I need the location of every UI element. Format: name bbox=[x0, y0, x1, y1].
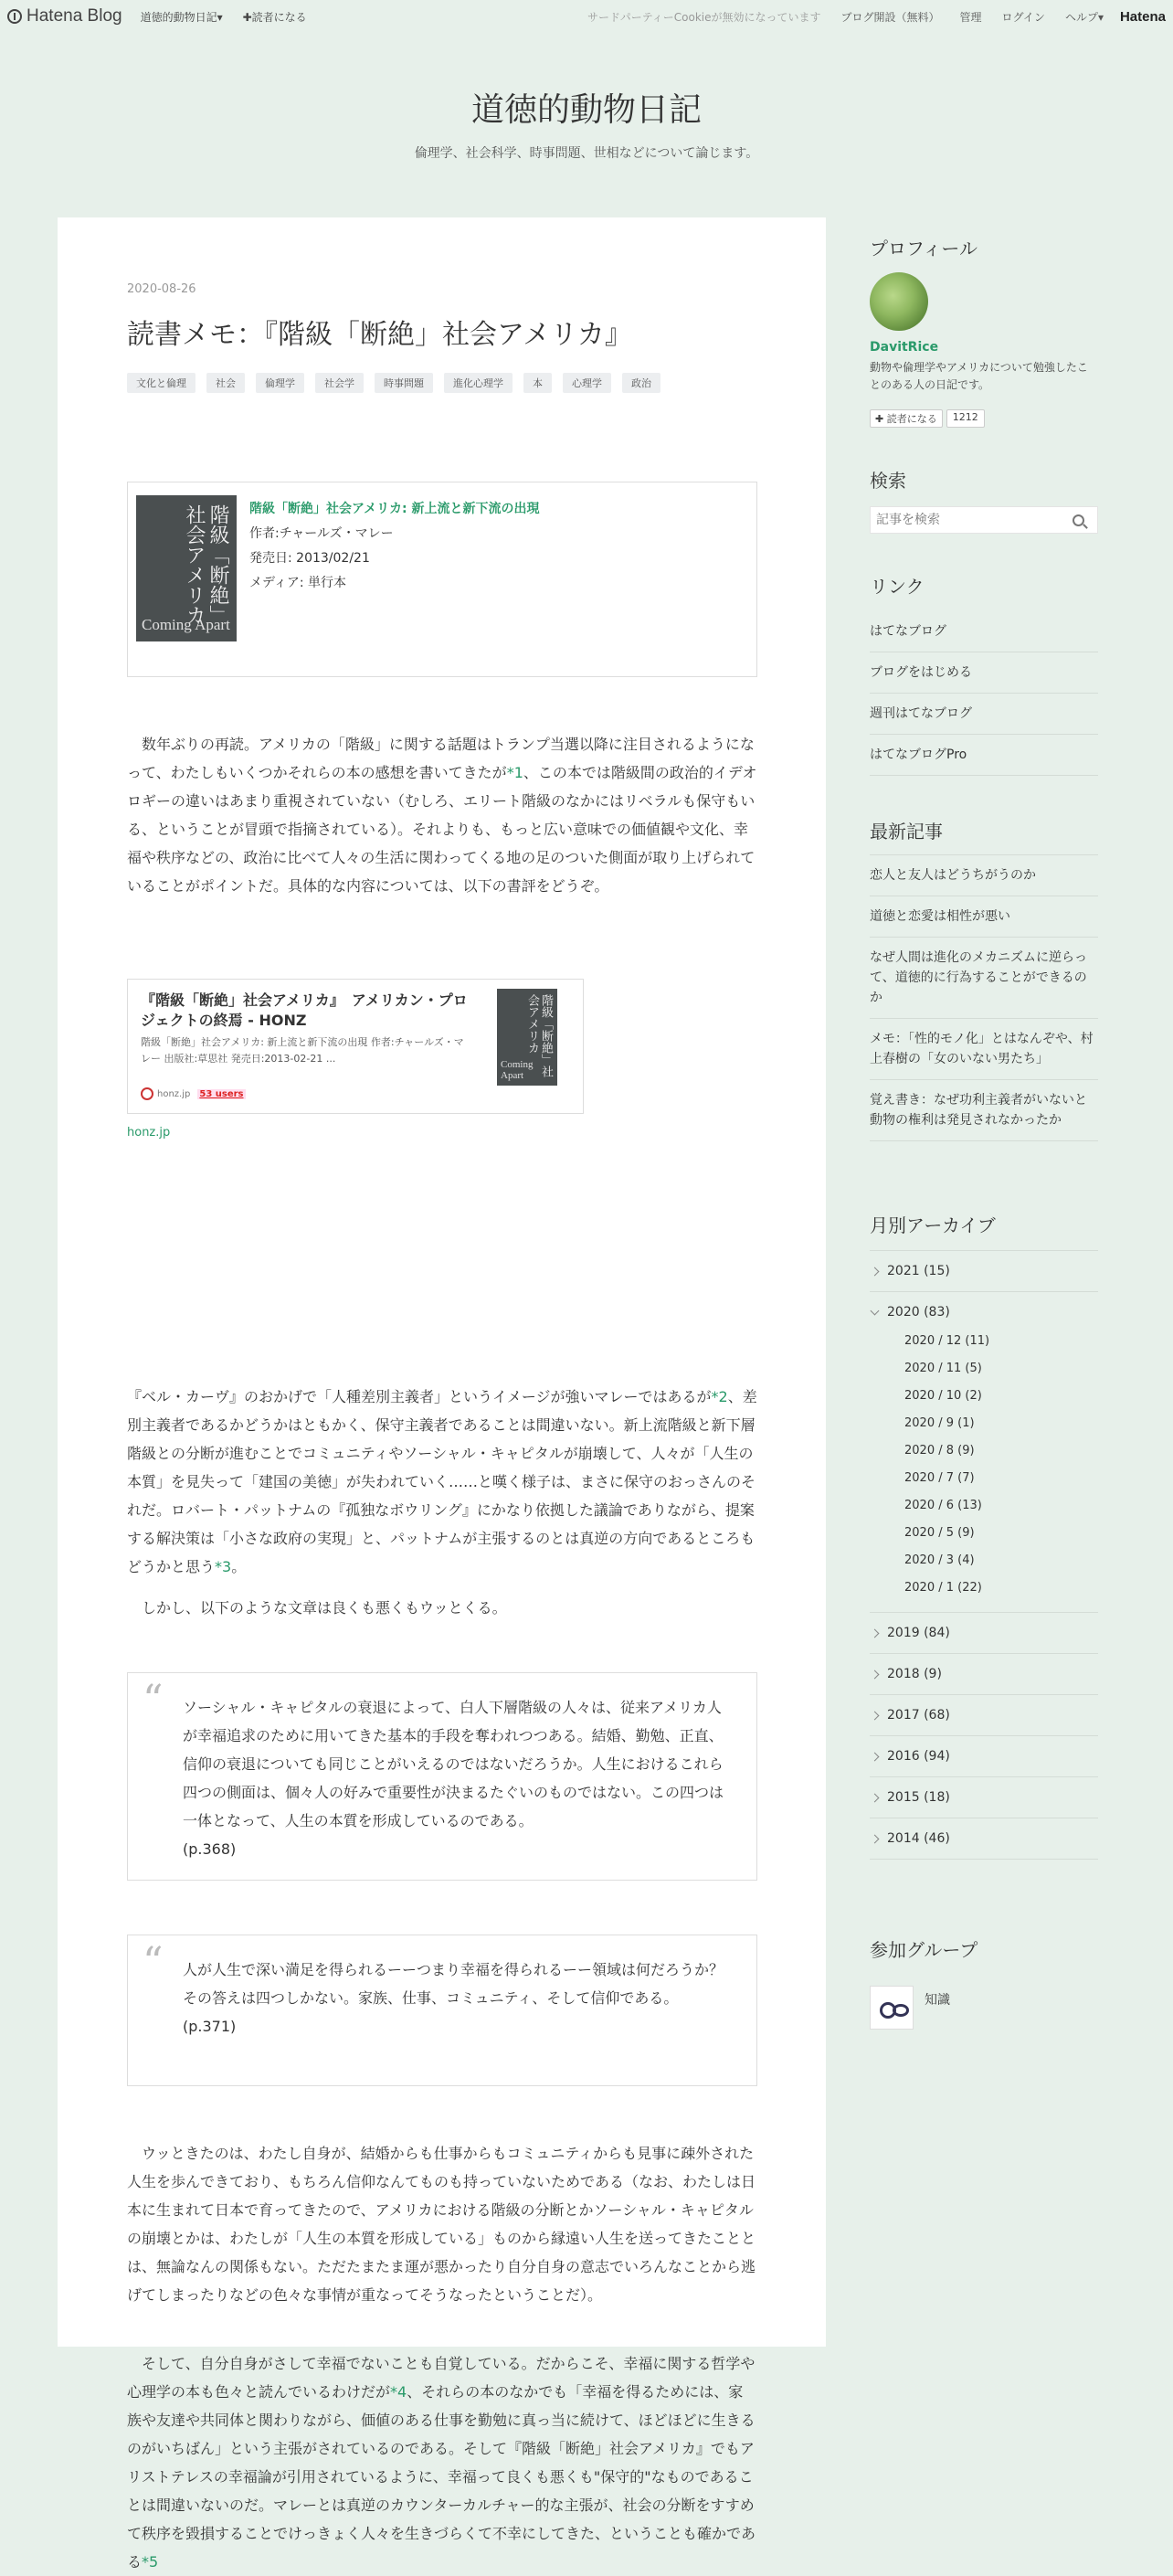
help-menu[interactable]: ヘルプ▾ bbox=[1064, 10, 1104, 24]
archive-year[interactable]: 2019 (84) bbox=[870, 1613, 1098, 1654]
archive-month[interactable]: 2020 / 7 (7) bbox=[904, 1471, 975, 1485]
sidebar-link[interactable]: ブログをはじめる bbox=[870, 652, 1098, 694]
search-input[interactable] bbox=[871, 513, 1067, 527]
article-date[interactable]: 2020-08-26 bbox=[127, 282, 196, 296]
link-card-title[interactable]: 『階級「断絶」社会アメリカ』 アメリカン・プロジェクトの終焉 - HONZ bbox=[141, 991, 468, 1029]
global-header bbox=[0, 0, 1173, 33]
recent-article-link[interactable]: 恋人と友人はどうちがうのか bbox=[870, 854, 1098, 896]
archive-month[interactable]: 2020 / 6 (13) bbox=[904, 1499, 982, 1512]
archive-year[interactable]: 2015 (18) bbox=[870, 1777, 1098, 1818]
footnote-link[interactable]: *1 bbox=[506, 764, 523, 781]
group-name[interactable]: 知識 bbox=[925, 1993, 950, 2008]
paragraph: 『ベル・カーヴ』のおかげで「人種差別主義者」というイメージが強いマレーではあるが*2、差別主義者であるかどうかはともかく、保守主義者であることは間違いない。新上流階級と新下層階級との分断が進むことでコミュニティやソーシャル・キャピタルが崩壊して、人々が「人生の本質」を見失って「建国の美徳」が失われていく……と嘆く様子は、まさに保守のおっさんのそれだ。ロバート・パットナムの『孤独なボウリング』にかなり依拠した議論でありながら、提案する解決策は「小さな政府の実現」と、パットナムが主張するのとは真逆の方向であるところもどうかと思う*3。 bbox=[127, 1388, 757, 1575]
category-tag[interactable]: 文化と倫理 bbox=[127, 373, 196, 393]
blockquote: “ 人が人生で深い満足を得られるーーつまり幸福を得られるーー領域は何だろうか？その答えは四つしかない。家族、仕事、コミュニティ、そして信仰である。 (p.371) bbox=[127, 1935, 757, 2086]
book-cover-image[interactable]: 階級「断絶」社会アメリカ Coming Apart bbox=[136, 495, 237, 641]
sidebar-link[interactable]: 週刊はてなブログ bbox=[870, 694, 1098, 735]
archive-month[interactable]: 2020 / 5 (9) bbox=[904, 1526, 975, 1540]
archive-month[interactable]: 2020 / 9 (1) bbox=[904, 1416, 975, 1430]
category-tag[interactable]: 政治 bbox=[622, 373, 660, 393]
chevron-right-icon[interactable] bbox=[871, 1628, 880, 1638]
blog-description: 倫理学、社会科学、時事問題、世相などについて論じます。 bbox=[414, 146, 759, 161]
paragraph: しかし、以下のような文章は良くも悪くもウッとくる。 bbox=[127, 1599, 507, 1617]
chevron-right-icon[interactable] bbox=[871, 1834, 880, 1843]
link-card-honz[interactable] bbox=[127, 979, 584, 1114]
group-item[interactable] bbox=[870, 1986, 950, 2030]
search-icon[interactable] bbox=[1073, 514, 1084, 526]
profile-name[interactable]: DavitRice bbox=[870, 340, 939, 355]
amazon-product-box bbox=[127, 482, 757, 677]
amazon-release-date: 発売日: 2013/02/21 bbox=[249, 551, 370, 566]
recent-article-link[interactable]: なぜ人間は進化のメカニズムに逆らって、道徳的に行為することができるのか bbox=[870, 938, 1098, 1019]
footnote-link[interactable]: *4 bbox=[390, 2383, 407, 2401]
bookmark-users-badge[interactable]: 53 users bbox=[199, 1088, 244, 1099]
blog-menu-link[interactable]: 道徳的動物日記▾ bbox=[140, 10, 223, 24]
recent-article-link[interactable]: 道徳と恋愛は相性が悪い bbox=[870, 896, 1098, 938]
archive-year[interactable]: 2016 (94) bbox=[870, 1736, 1098, 1777]
glasses-icon[interactable] bbox=[870, 1986, 914, 2030]
search-heading: 検索 bbox=[870, 470, 906, 492]
avatar[interactable] bbox=[870, 272, 928, 331]
category-tag[interactable]: 本 bbox=[523, 373, 552, 393]
footnote-link[interactable]: *2 bbox=[711, 1388, 728, 1405]
groups-heading: 参加グループ bbox=[870, 1939, 978, 1961]
chevron-right-icon[interactable] bbox=[871, 1752, 880, 1761]
links-heading: リンク bbox=[870, 576, 925, 598]
archive-month[interactable]: 2020 / 3 (4) bbox=[904, 1553, 975, 1567]
chevron-right-icon[interactable] bbox=[871, 1711, 880, 1720]
profile-heading: プロフィール bbox=[870, 238, 978, 260]
hatena-logo[interactable]: Hatena bbox=[1119, 8, 1166, 25]
search-box bbox=[870, 506, 1098, 534]
link-card-description: 階級「断絶」社会アメリカ: 新上流と新下流の出現 作者:チャールズ・マレー 出版社:草思社 発売日:2013-02-21 ... bbox=[141, 1036, 464, 1065]
cookie-notice[interactable]: サードパーティーCookieが無効になっています bbox=[586, 10, 821, 24]
amazon-media: メディア: 単行本 bbox=[249, 576, 347, 590]
honz-link[interactable]: honz.jp bbox=[127, 1126, 171, 1140]
login-link[interactable]: ログイン bbox=[1001, 10, 1045, 24]
hatena-logo-icon bbox=[7, 9, 22, 24]
subscriber-count[interactable]: 1212 bbox=[946, 409, 985, 428]
article-title[interactable]: 読書メモ：『階級「断絶」社会アメリカ』 bbox=[127, 319, 632, 351]
hatena-blog-logo[interactable]: Hatena Blog bbox=[7, 0, 122, 33]
recent-heading: 最新記事 bbox=[870, 821, 943, 843]
archive-month[interactable]: 2020 / 8 (9) bbox=[904, 1444, 975, 1458]
links-list bbox=[870, 611, 1098, 776]
quote-mark-icon: “ bbox=[143, 1939, 164, 1986]
sidebar-link[interactable]: はてなブログ bbox=[870, 611, 1098, 652]
subscribe-button[interactable]: ✚ 読者になる bbox=[870, 409, 943, 428]
archive-heading: 月別アーカイブ bbox=[870, 1214, 996, 1236]
category-list bbox=[127, 373, 660, 393]
paragraph: 数年ぶりの再読。アメリカの「階級」に関する話題はトランプ当選以降に注目されるようになって、わたしもいくつかそれらの本の感想を書いてきたが*1、この本では階級間の政治的イデオロギーの違いはあまり重視されていない（むしろ、エリート階級のなかにはリベラルも保守もいる、ということが冒頭で指摘されている）。それよりも、もっと広い意味での価値観や文化、幸福や秩序などの、政治に比べて人々の生活に関わってくる地の足のついた側面が取り上げられていることがポイントだ。具体的な内容については、以下の書評をどうぞ。 bbox=[127, 736, 757, 895]
archive-list bbox=[870, 1250, 1098, 1860]
category-tag[interactable]: 心理学 bbox=[563, 373, 611, 393]
honz-favicon-icon bbox=[141, 1087, 153, 1100]
archive-year[interactable]: 2018 (9) bbox=[870, 1654, 1098, 1695]
category-tag[interactable]: 倫理学 bbox=[256, 373, 304, 393]
subscribe-link[interactable]: ✚読者になる bbox=[242, 10, 307, 24]
footnote-link[interactable]: *3 bbox=[215, 1558, 232, 1575]
footnote-link[interactable]: *5 bbox=[142, 2553, 159, 2571]
link-card-thumbnail: 階級「断絶」社会アメリカ Coming Apart bbox=[497, 989, 557, 1086]
article-panel bbox=[58, 217, 826, 2571]
chevron-right-icon[interactable] bbox=[871, 1670, 880, 1679]
amazon-author: 作者:チャールズ・マレー bbox=[249, 526, 394, 541]
chevron-right-icon[interactable] bbox=[871, 1793, 880, 1802]
archive-month[interactable]: 2020 / 11 (5) bbox=[904, 1362, 982, 1375]
blog-title[interactable]: 道徳的動物日記 bbox=[470, 91, 702, 129]
recent-article-link[interactable]: メモ：「性的モノ化」とはなんぞや、村上春樹の「女のいない男たち」 bbox=[870, 1019, 1098, 1080]
profile-description: 動物や倫理学やアメリカについて勉強したことのある人の日記です。 bbox=[870, 361, 1088, 391]
manage-link[interactable]: 管理 bbox=[959, 10, 982, 24]
sidebar-link[interactable]: はてなブログPro bbox=[870, 735, 1098, 776]
category-tag[interactable]: 社会学 bbox=[315, 373, 364, 393]
chevron-right-icon[interactable] bbox=[871, 1267, 880, 1276]
archive-year[interactable]: 2021 (15) bbox=[870, 1250, 1098, 1292]
chevron-down-icon[interactable] bbox=[871, 1306, 880, 1315]
category-tag[interactable]: 進化心理学 bbox=[444, 373, 513, 393]
quote-mark-icon: “ bbox=[143, 1677, 164, 1723]
archive-month[interactable]: 2020 / 10 (2) bbox=[904, 1389, 982, 1403]
category-tag[interactable]: 時事問題 bbox=[375, 373, 433, 393]
blockquote: “ ソーシャル・キャピタルの衰退によって、白人下層階級の人々は、従来アメリカ人が幸福追求のために用いてきた基本的手段を奪われつつある。結婚、勤勉、正直、信仰の衰退についても同じことがいえるのではないだろうか。人生におけるこれら四つの側面は、個々人の好みで重要性が決まるたぐいのものではない。この四つは一体となって、人生の本質を形成しているのである。 (p.368) bbox=[127, 1672, 757, 1881]
category-tag[interactable]: 社会 bbox=[206, 373, 245, 393]
archive-year[interactable]: 2017 (68) bbox=[870, 1695, 1098, 1736]
recent-list bbox=[870, 854, 1098, 1141]
archive-month[interactable]: 2020 / 12 (11) bbox=[904, 1334, 990, 1348]
start-blog-link[interactable]: ブログ開設（無料） bbox=[840, 10, 940, 24]
paragraph: そして、自分自身がさして幸福でないことも自覚している。だからこそ、幸福に関する哲学や心理学の本も色々と読んでいるわけだが*4、それらの本のなかでも「幸福を得るためには、家族や友達や共同体と関わりながら、価値のある仕事を勤勉に真っ当に続けて、ほどほどに生きるのがいちばん」という主張がされているのである。そして『階級「断絶」社会アメリカ』でもアリストテレスの幸福論が引用されているように、幸福って良くも悪くも"保守的"なものであることは間違いないのだ。マレーとは真逆のカウンターカルチャー的な主張が、社会の分断をすすめて秩序を毀損することでけっきょく人々を生きづらくて不幸にしてきた、ということも確かである*5 bbox=[127, 2355, 756, 2571]
amazon-product-title[interactable]: 階級「断絶」社会アメリカ: 新上流と新下流の出現 bbox=[249, 502, 540, 516]
link-card-site: honz.jp bbox=[157, 1088, 191, 1099]
archive-year-expanded: 2020 (83) 2020 / 12 (11) 2020 / 11 (5) 2020 / 10 (2) 2020 / 9 (1) 2020 / 8 (9) 2020 / 7 (7) 2020 / 6 (13) 2020 / 5 (9) 2020 / 3 (4) 2020 / 1 (22) bbox=[870, 1292, 1098, 1613]
paragraph: ウッときたのは、わたし自身が、結婚からも仕事からもコミュニティからも見事に疎外された人生を歩んできており、もちろん信仰なんてものも持っていないためである（なお、わたしは日本に生まれて日本で育ってきたので、アメリカにおける階級の分断とかソーシャル・キャピタルの崩壊とかは、わたしが「人生の本質を形成している」ものから縁遠い人生を送ってきたこととは、無論なんの関係もない。ただたまたま運が悪かったり自分自身の意志でいろんなことから逃げてしまったりなどの色々な事情が重なってそうなったということだ）。 bbox=[127, 2145, 756, 2304]
archive-month[interactable]: 2020 / 1 (22) bbox=[904, 1581, 982, 1595]
archive-year[interactable]: 2014 (46) bbox=[870, 1818, 1098, 1860]
recent-article-link[interactable]: 覚え書き：なぜ功利主義者がいないと動物の権利は発見されなかったか bbox=[870, 1080, 1098, 1141]
